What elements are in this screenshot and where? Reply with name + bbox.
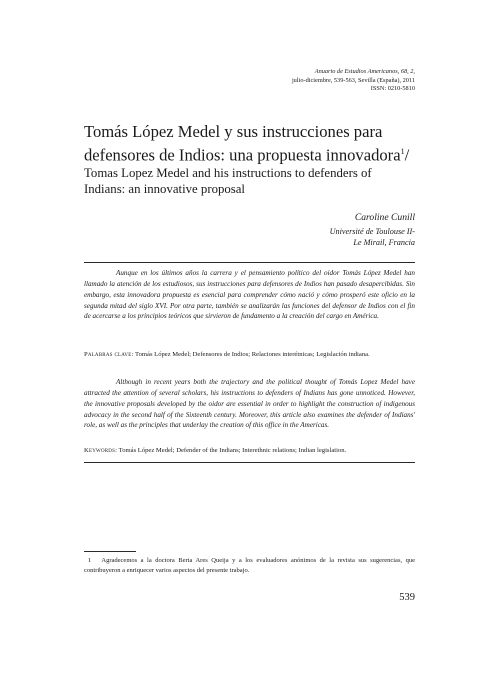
article-title-spanish	[84, 122, 424, 165]
footnote-number: 1	[88, 557, 92, 564]
title-footnote-marker: 1	[400, 146, 405, 156]
footnote-divider	[84, 551, 136, 552]
keywords-english	[84, 446, 415, 456]
footnote	[84, 556, 415, 577]
abstract-english: Although in recent years both the trajectory and the political thought of Tomás Lopez Medel have attracted the attention of several scholars, his instructions to defenders of Indians has gone unnoticed. However, the innovative proposals developed by the oidor are essential in order to highlight the construction of indigenous advocacy in the second half of the Sixteenth century. Moreover, this article also examines the defender of Indians' role, as well as the principles that underlay the creation of this office in the Americas.	[84, 378, 415, 430]
author-block	[215, 211, 415, 248]
keywords-spanish-text: Tomás López Medel; Defensores de Indios; Relaciones interétnicas; Legislación indiana.	[135, 351, 370, 358]
page-number: 539	[399, 592, 415, 603]
journal-name: Anuario de Estudios Americanos, 68, 2,	[314, 68, 415, 75]
keywords-english-text: Tomás López Medel; Defender of the Indians; Interethnic relations; Indian legislation.	[118, 447, 347, 454]
keywords-english-label: Keywords:	[84, 447, 118, 454]
footnote-text: Agradecemos a la doctora Berta Ares Queija y a los evaluadores anónimos de la revista sus sugerencias, que contribuyeron a enriquecer varios aspectos del presente trabajo.	[84, 557, 415, 575]
author-affiliation-line1: Université de Toulouse II-	[329, 227, 415, 236]
abstract-spanish: Aunque en los últimos años la carrera y el pensamiento político del oidor Tomás López Medel han llamado la atención de los estudiosos, sus instrucciones para defensores de Indios han pasado desapercibidas. Sin embargo, esta innovadora propuesta es esencial para comprender cómo nació y cómo prosperó este oficio en la segunda mitad del siglo XVI. Por otra parte, también se analizarán las funciones del defensor de Indios con el fin de acercarse a los principios teóricos que sirvieron de fundamento a la creación del cargo en América.	[84, 269, 415, 321]
journal-issue: julio-diciembre, 539-563, Sevilla (España), 2011	[291, 76, 415, 84]
title-es-text: Tomás López Medel y sus instrucciones para defensores de Indios: una propuesta innovadora	[84, 122, 401, 165]
article-title-english: Tomas Lopez Medel and his instructions to defenders of Indians: an innovative proposal	[84, 166, 372, 196]
top-divider	[84, 262, 415, 263]
author-affiliation-line2: Le Mirail, Francia	[353, 238, 415, 247]
keywords-spanish-label: Palabras clave:	[84, 351, 134, 358]
keywords-spanish	[84, 350, 415, 360]
title-es-slash: /	[404, 145, 410, 165]
author-name: Caroline Cunill	[354, 212, 415, 223]
journal-header	[155, 68, 415, 94]
bottom-divider	[84, 462, 415, 463]
journal-issn: ISSN: 0210-5810	[370, 85, 415, 93]
